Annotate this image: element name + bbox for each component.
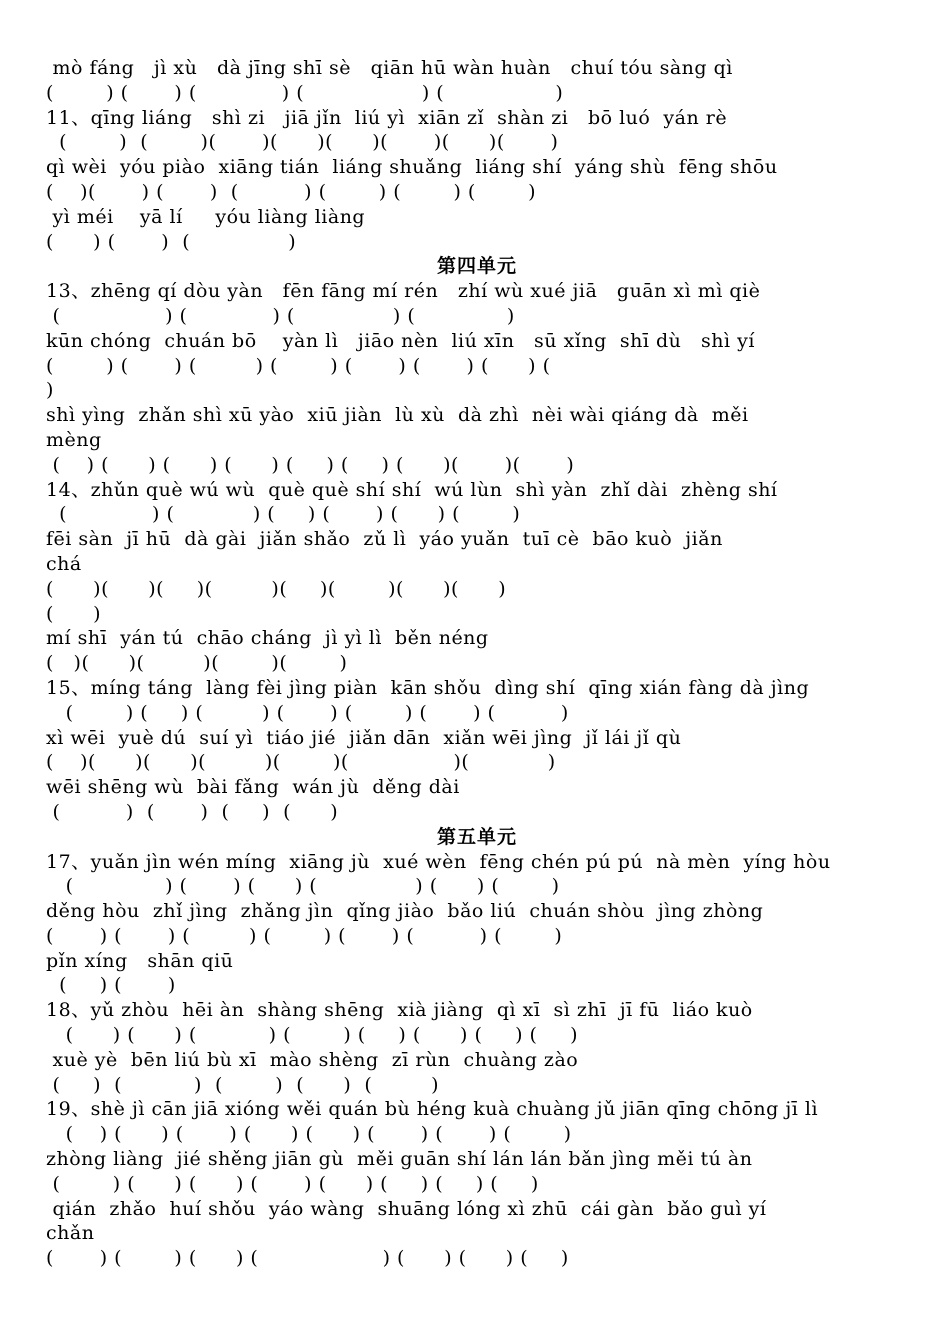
answer-blank-row: ( ) ( ) ( ) ( ) ( ) ( ) ( ) xyxy=(46,924,563,947)
pinyin-row: qián zhǎo huí shǒu yáo wàng shuāng lóng xì zhū cái gàn bǎo guì yí xyxy=(46,1197,767,1220)
answer-blank-row: ) xyxy=(46,379,54,402)
pinyin-row: xuè yè bēn liú bù xī mào shèng zī rùn chuàng zào xyxy=(46,1048,579,1071)
pinyin-row: mò fáng jì xù dà jīng shī sè qiān hū wàn huàn chuí tóu sàng qì xyxy=(46,57,733,79)
pinyin-row: 18、yǔ zhòu hēi àn shàng shēng xià jiàng qì xī sì zhī jī fū liáo kuò xyxy=(46,999,753,1022)
answer-blank-row: ( ) ( ) ( ) ( ) ( ) ( ) xyxy=(46,503,521,526)
answer-blank-row: ( ) xyxy=(46,602,102,625)
answer-blank-row: ( ) ( ) ( ) ( ) ( ) xyxy=(46,81,564,104)
answer-blank-row: ( ) ( ) xyxy=(46,974,176,997)
pinyin-row: qì wèi yóu piào xiāng tián liáng shuǎng liáng shí yáng shù fēng shōu xyxy=(46,156,778,179)
answer-blank-row: ( ) ( ) ( ) xyxy=(46,230,297,253)
pinyin-row: mí shī yán tú chāo cháng jì yì lì běn néng xyxy=(46,627,489,650)
answer-blank-row: ( ) ( ) ( ) ( ) ( ) ( ) ( ) xyxy=(46,701,569,724)
answer-blank-row: ( ) ( ) ( ) ( ) xyxy=(46,304,515,327)
pinyin-row: 13、zhēng qí dòu yàn fēn fāng mí rén zhí wù xué jiā guān xì mì qiè xyxy=(46,280,761,303)
pinyin-row: 11、qīng liáng shì zi jiā jǐn liú yì xiān zǐ shàn zi bō luó yán rè xyxy=(46,106,728,129)
answer-blank-row: ( ) ( ) ( ) ( ) ( ) xyxy=(46,1073,440,1096)
answer-blank-row: ( ) ( ) ( ) ( ) ( ) ( ) ( ) ( ) xyxy=(46,1123,572,1146)
pinyin-row: chǎn xyxy=(46,1222,95,1245)
pinyin-row: 17、yuǎn jìn wén míng xiāng jù xué wèn fēng chén pú pú nà mèn yíng hòu xyxy=(46,850,831,873)
answer-blank-row: ( ) ( ) ( ) ( ) ( ) ( ) ( ) ( ) xyxy=(46,1172,539,1195)
answer-blank-row: ( )( ) ( ) ( ) ( ) ( ) ( ) xyxy=(46,180,537,203)
answer-blank-row: ( )( )( )( )( ) xyxy=(46,652,348,675)
answer-blank-row: ( ) ( ) ( ) ( ) ( ) ( ) xyxy=(46,875,560,898)
pinyin-row: 15、míng táng làng fèi jìng piàn kān shǒu dìng shí qīng xián fàng dà jìng xyxy=(46,676,810,699)
answer-blank-row: ( ) ( ) ( ) ( ) ( ) ( ) ( ) ( xyxy=(46,354,551,377)
answer-blank-row: ( ) ( ) ( ) ( ) xyxy=(46,800,339,823)
pinyin-row: zhòng liàng jié shěng jiān gù měi guān shí lán lán bǎn jìng měi tú àn xyxy=(46,1148,753,1171)
pinyin-row: chá xyxy=(46,552,82,575)
answer-blank-row: ( ) ( )( )( )( )( )( )( ) xyxy=(46,131,559,154)
pinyin-row: 19、shè jì cān jiā xióng wěi quán bù héng kuà chuàng jǔ jiān qīng chōng jī lì xyxy=(46,1098,819,1121)
answer-blank-row: ( )( )( )( )( )( )( )( ) xyxy=(46,577,507,600)
pinyin-row: xì wēi yuè dú suí yì tiáo jié jiǎn dān xiǎn wēi jìng jǐ lái jǐ qù xyxy=(46,726,682,749)
pinyin-row: pǐn xíng shān qiū xyxy=(46,949,234,972)
pinyin-worksheet xyxy=(46,56,908,1271)
answer-blank-row: ( ) ( ) ( ) ( ) ( ) ( ) ( ) ( ) xyxy=(46,1024,579,1047)
pinyin-row: yì méi yā lí yóu liàng liàng xyxy=(46,205,366,228)
pinyin-row: fēi sàn jī hū dà gài jiǎn shǎo zǔ lì yáo yuǎn tuī cè bāo kuò jiǎn xyxy=(46,528,723,551)
answer-blank-row: ( ) ( ) ( ) ( ) ( ) ( ) ( ) xyxy=(46,1247,569,1270)
unit-heading: 第四单元 xyxy=(436,255,517,278)
pinyin-row: wēi shēng wù bài fǎng wán jù děng dài xyxy=(46,776,460,799)
unit-heading: 第五单元 xyxy=(436,825,517,848)
pinyin-row: děng hòu zhǐ jìng zhǎng jìn qǐng jiào bǎo liú chuán shòu jìng zhòng xyxy=(46,900,764,923)
pinyin-row: 14、zhǔn què wú wù què què shí shí wú lùn shì yàn zhǐ dài zhèng shí xyxy=(46,478,778,501)
pinyin-row: shì yìng zhǎn shì xū yào xiū jiàn lù xù dà zhì nèi wài qiáng dà měi xyxy=(46,404,749,427)
answer-blank-row: ( )( )( )( )( )( )( ) xyxy=(46,751,556,774)
pinyin-row: mèng xyxy=(46,428,102,451)
pinyin-row: kūn chóng chuán bō yàn lì jiāo nèn liú xīn sū xǐng shī dù shì yí xyxy=(46,329,755,352)
answer-blank-row: ( ) ( ) ( ) ( ) ( ) ( ) ( )( )( ) xyxy=(46,453,575,476)
